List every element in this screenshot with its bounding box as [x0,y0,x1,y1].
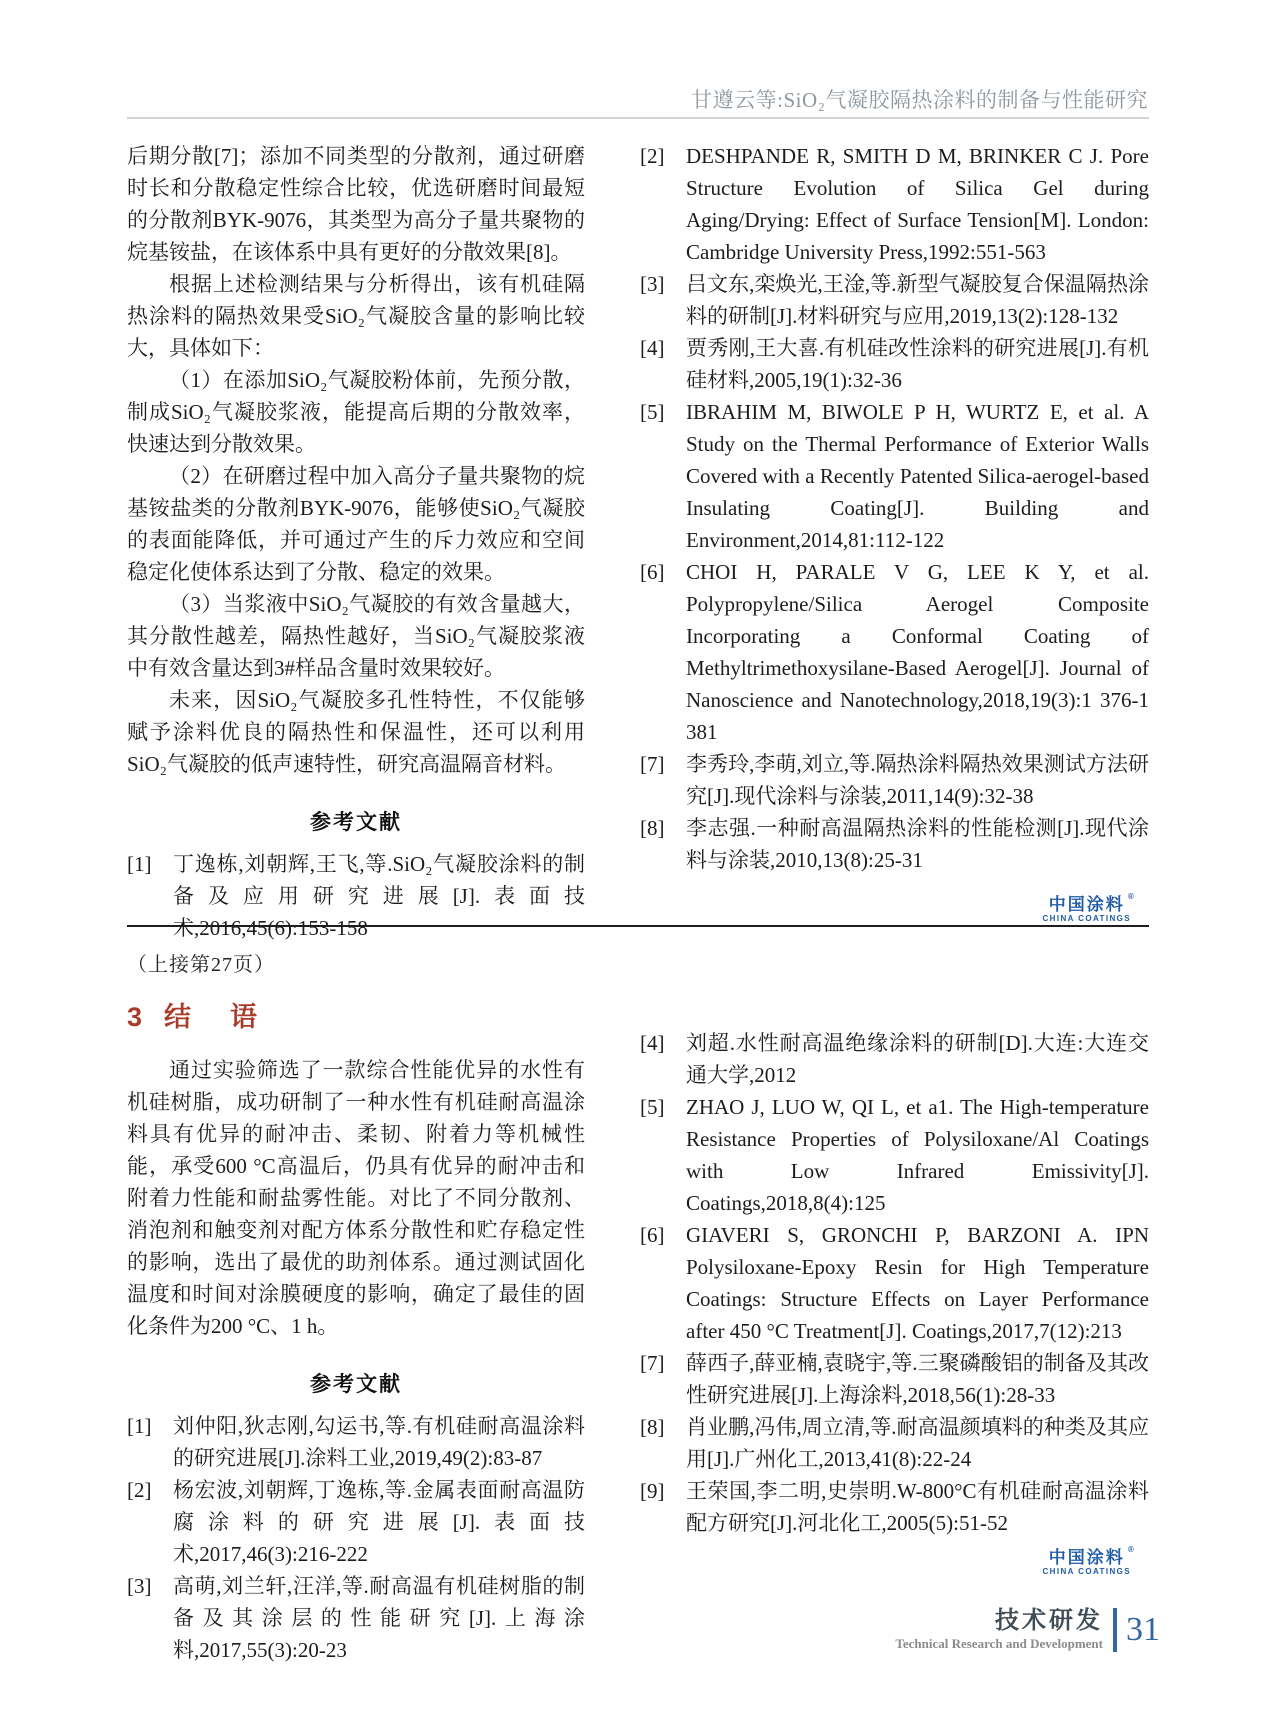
reference-number: [7] [640,752,665,776]
numbered-point-3: （3）当浆液中SiO₂气凝胶的有效含量越大，其分散性越差，隔热性越好，当SiO₂气凝胶浆液中有效含量达到3#样品含量时效果较好。 [127,592,585,680]
bottom-right-column [640,995,1149,1666]
reference-number: [3] [640,272,665,296]
footer-divider-bar [1113,1608,1117,1652]
reference-item [640,1411,1149,1475]
footer-section-en: Technical Research and Development [895,1636,1103,1652]
reference-text: 肖业鹏,冯伟,周立清,等.耐高温颜填料的种类及其应用[J].广州化工,2013,41(8):22-24 [686,1415,1149,1471]
conclusion-paragraph: 通过实验筛选了一款综合性能优异的水性有机硅树脂，成功研制了一种水性有机硅耐高温涂料具有优异的耐冲击、柔韧、附着力等机械性能，承受600 °C高温后，仍具有优异的耐冲击和附着力性能和耐盐雾性能。对比了不同分散剂、消泡剂和触变剂对配方体系分散性和贮存稳定性的影响，选出了最优的助剂体系。通过测试固化温度和时间对涂膜硬度的影响，确定了最佳的固化条件为200 °C、1 h。 [127,1058,585,1338]
running-header [691,84,1148,114]
article-top-section [127,140,1149,944]
footer-section-label [895,1608,1103,1652]
article-bottom-section [127,995,1149,1666]
reference-item [640,748,1149,812]
reference-item [640,268,1149,332]
reference-item [127,1474,585,1570]
reference-number: [2] [127,1478,152,1502]
references-heading: 参考文献 [310,1373,402,1396]
paragraph: 后期分散[7]；添加不同类型的分散剂，通过研磨时长和分散稳定性综合比较，优选研磨时间最短的分散剂BYK-9076，其类型为高分子量共聚物的烷基铵盐，在该体系中具有更好的分散效果[8]。 [127,144,585,264]
reference-text: CHOI H, PARALE V G, LEE K Y, et al. Polypropylene/Silica Aerogel Composite Incorporating a Conformal Coating of Methyltrimethoxysilane-Based Aerogel[J]. Journal of Nanoscience and Nanotechnology,2018,19(3):1 376-1 381 [686,560,1149,744]
numbered-point-2: （2）在研磨过程中加入高分子量共聚物的烷基铵盐类的分散剂BYK-9076，能够使SiO₂气凝胶的表面能降低，并可通过产生的斥力效应和空间稳定化使体系达到了分散、稳定的效果。 [127,464,585,584]
reference-item [640,1091,1149,1219]
registered-mark-icon: ® [1127,1545,1134,1554]
reference-text: 王荣国,李二明,史崇明.W-800°C有机硅耐高温涂料配方研究[J].河北化工,2005(5):51-52 [686,1479,1149,1535]
china-coatings-logo [1042,892,1134,923]
reference-text: 薛西子,薛亚楠,袁晓宇,等.三聚磷酸铝的制备及其改性研究进展[J].上海涂料,2018,56(1):28-33 [686,1351,1149,1407]
reference-number: [8] [640,816,665,840]
reference-text: 刘仲阳,狄志刚,勾运书,等.有机硅耐高温涂料的研究进展[J].涂料工业,2019,49(2):83-87 [173,1414,585,1470]
reference-number: [8] [640,1415,665,1439]
reference-number: [3] [127,1574,152,1598]
reference-number: [4] [640,1031,665,1055]
reference-text: 贾秀刚,王大喜.有机硅改性涂料的研究进展[J].有机硅材料,2005,19(1):32-36 [686,336,1149,392]
reference-text: GIAVERI S, GRONCHI P, BARZONI A. IPN Polysiloxane-Epoxy Resin for High Temperature Coatings: Structure Effects on Layer Performance after 450 °C Treatment[J]. Coatings,2017,7(12):213 [686,1223,1149,1343]
bottom-left-column [127,995,585,1666]
registered-mark-icon: ® [1127,892,1134,901]
page-number: 31 [1126,1611,1160,1649]
section-title: 结 语 [164,1002,264,1032]
reference-number: [1] [127,852,152,876]
page-footer [0,1608,1160,1652]
reference-number: [5] [640,1095,665,1119]
reference-item [640,1219,1149,1347]
reference-item [640,812,1149,876]
reference-number: [2] [640,144,665,168]
reference-item [640,1027,1149,1091]
numbered-point-1: （1）在添加SiO₂气凝胶粉体前，先预分散，制成SiO₂气凝胶浆液，能提高后期的分散效率，快速达到分散效果。 [127,368,585,456]
reference-number: [7] [640,1351,665,1375]
reference-item [640,396,1149,556]
china-coatings-logo [1042,1545,1134,1576]
reference-text: ZHAO J, LUO W, QI L, et a1. The High-temperature Resistance Properties of Polysiloxane/Al Coatings with Low Infrared Emissivity[J]. Coatings,2018,8(4):125 [686,1095,1149,1215]
top-right-column [640,140,1149,944]
reference-number: [1] [127,1414,152,1438]
reference-item [127,1410,585,1474]
reference-text: 刘超.水性耐高温绝缘涂料的研制[D].大连:大连交通大学,2012 [686,1031,1149,1087]
reference-text: 吕文东,栾焕光,王淦,等.新型气凝胶复合保温隔热涂料的研制[J].材料研究与应用,2019,13(2):128-132 [686,272,1149,328]
reference-text: 高萌,刘兰轩,汪洋,等.耐高温有机硅树脂的制备及其涂层的性能研究[J].上海涂料,2017,55(3):20-23 [173,1574,585,1662]
section-number: 3 [127,1002,143,1032]
reference-item [127,848,585,944]
reference-text: 李秀玲,李萌,刘立,等.隔热涂料隔热效果测试方法研究[J].现代涂料与涂装,2011,14(9):32-38 [686,752,1149,808]
reference-text: IBRAHIM M, BIWOLE P H, WURTZ E, et al. A Study on the Thermal Performance of Exterior Walls Covered with a Recently Patented Silica-aerogel-based Insulating Coating[J]. Building and Environment,2014,81:112-122 [686,400,1149,552]
reference-text: 丁逸栋,刘朝辉,王飞,等.SiO₂气凝胶涂料的制备及应用研究进展[J].表面技术,2016,45(6):153-158 [173,852,585,940]
reference-number: [6] [640,560,665,584]
paragraph: 根据上述检测结果与分析得出，该有机硅隔热涂料的隔热效果受SiO₂气凝胶含量的影响比较大，具体如下： [127,272,585,360]
china-coatings-logo-en: CHINA COATINGS [1042,913,1131,923]
header-divider [127,117,1149,119]
section-heading [127,995,585,1034]
paragraph: 未来，因SiO₂气凝胶多孔性特性，不仅能够赋予涂料优良的隔热性和保温性，还可以利用SiO₂气凝胶的低声速特性，研究高温隔音材料。 [127,688,585,776]
reference-item [640,1347,1149,1411]
footer-section-cn: 技术研发 [995,1607,1103,1634]
reference-item [640,140,1149,268]
reference-number: [5] [640,400,665,424]
reference-text: 杨宏波,刘朝辉,丁逸栋,等.金属表面耐高温防腐涂料的研究进展[J].表面技术,2017,46(3):216-222 [173,1478,585,1566]
reference-item [640,1475,1149,1539]
top-left-column [127,140,585,944]
reference-text: DESHPANDE R, SMITH D M, BRINKER C J. Pore Structure Evolution of Silica Gel during Aging/Drying: Effect of Surface Tension[M]. London: Cambridge University Press,1992:551-563 [686,144,1149,264]
article-separator-rule [127,925,1149,927]
china-coatings-logo-en: CHINA COATINGS [1042,1566,1131,1576]
reference-number: [4] [640,336,665,360]
china-coatings-logo-cn: 中国涂料 ® [1048,892,1134,914]
running-title: 甘遵云等:SiO₂气凝胶隔热涂料的制备与性能研究 [691,88,1148,112]
references-heading: 参考文献 [310,811,402,834]
reference-text: 李志强.一种耐高温隔热涂料的性能检测[J].现代涂料与涂装,2010,13(8):25-31 [686,816,1149,872]
china-coatings-logo-cn: 中国涂料 ® [1048,1545,1134,1567]
continuation-note: （上接第27页） [127,954,275,976]
reference-number: [6] [640,1223,665,1247]
reference-item [640,556,1149,748]
reference-item [640,332,1149,396]
reference-number: [9] [640,1479,665,1503]
